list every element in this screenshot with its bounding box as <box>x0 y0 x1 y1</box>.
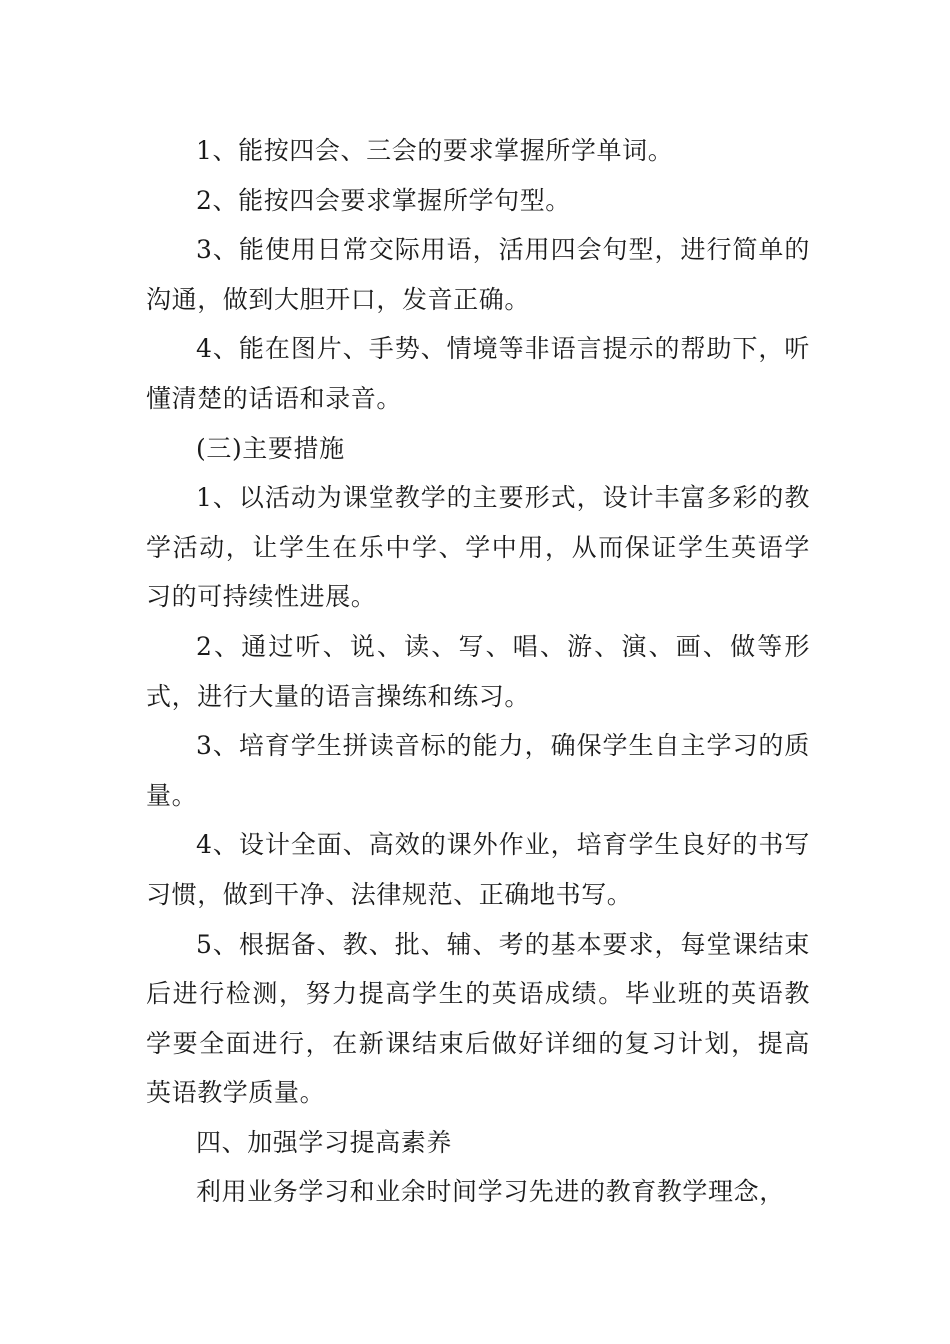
paragraph-5: 1、以活动为课堂教学的主要形式，设计丰富多彩的教学活动，让学生在乐中学、学中用，从而保证学生英语学习的可持续性进展。 <box>146 483 810 612</box>
paragraph-9: 5、根据备、教、批、辅、考的基本要求，每堂课结束后进行检测，努力提高学生的英语成绩。毕业班的英语教学要全面进行，在新课结束后做好详细的复习计划，提高英语教学质量。 <box>146 929 810 1108</box>
paragraph-8: 4、设计全面、高效的课外作业，培育学生良好的书写习惯，做到干净、法律规范、正确地书写。 <box>146 830 810 909</box>
section-heading-measures: (三)主要措施 <box>196 433 345 463</box>
section-heading-study: 四、加强学习提高素养 <box>196 1127 453 1157</box>
document-body <box>146 126 810 1217</box>
paragraph-4: 4、能在图片、手势、情境等非语言提示的帮助下，听懂清楚的话语和录音。 <box>146 334 810 413</box>
paragraph-7: 3、培育学生拼读音标的能力，确保学生自主学习的质量。 <box>146 731 810 810</box>
paragraph-1: 1、能按四会、三会的要求掌握所学单词。 <box>196 136 674 165</box>
paragraph-10: 利用业务学习和业余时间学习先进的教育教学理念， <box>196 1177 785 1207</box>
paragraph-6: 2、通过听、说、读、写、唱、游、演、画、做等形式，进行大量的语言操练和练习。 <box>146 631 810 711</box>
paragraph-3: 3、能使用日常交际用语，活用四会句型，进行简单的沟通，做到大胆开口，发音正确。 <box>146 235 810 314</box>
paragraph-2: 2、能按四会要求掌握所学句型。 <box>196 185 571 215</box>
